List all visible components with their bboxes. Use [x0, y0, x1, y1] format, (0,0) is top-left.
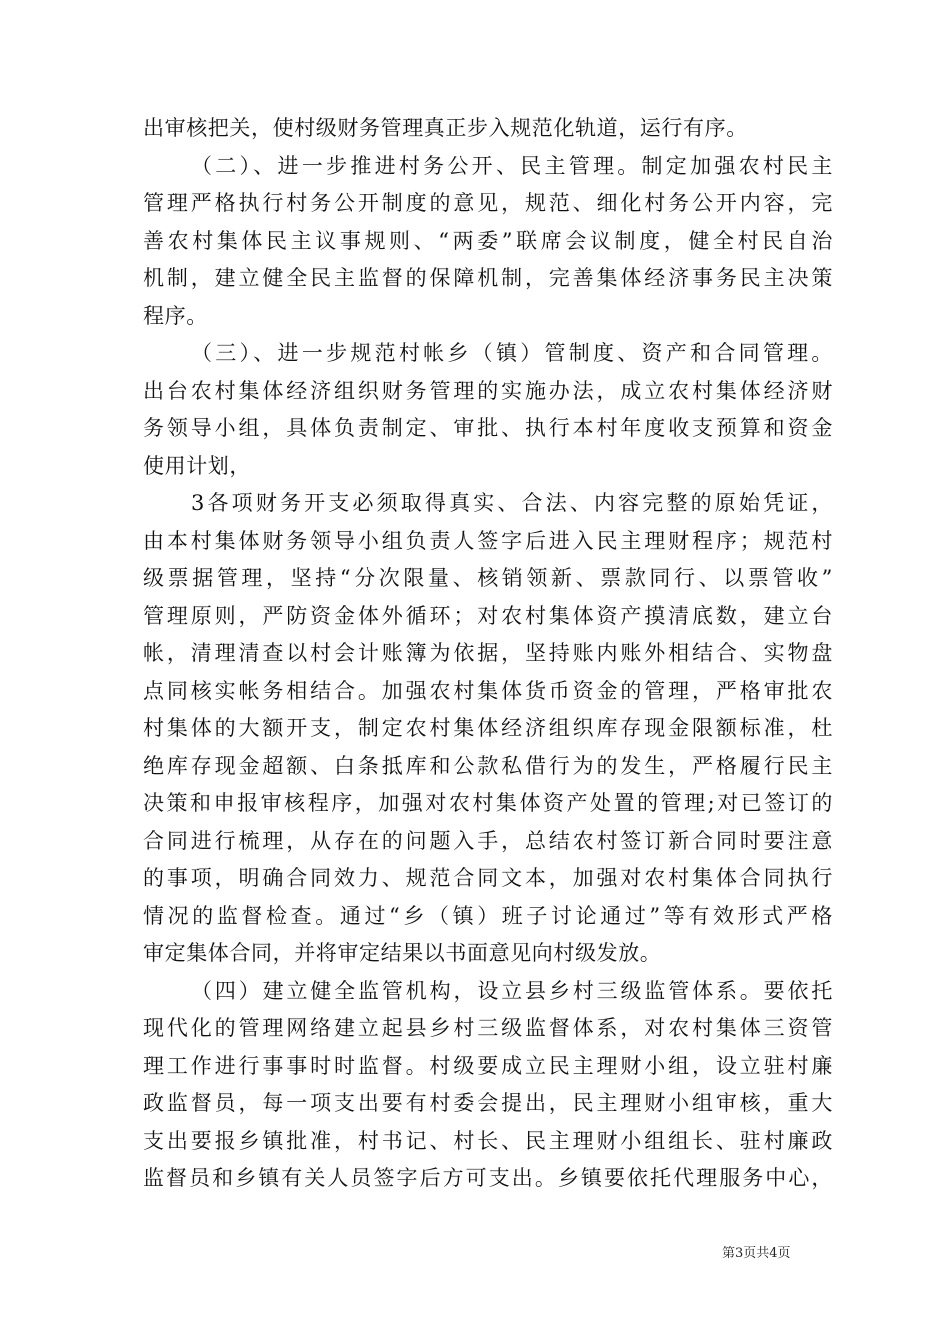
text-line: 支出要报乡镇批准，村书记、村长、民主理财小组组长、驻村廉政: [143, 1128, 833, 1153]
document-body: [143, 110, 833, 1198]
text-line: 绝库存现金超额、白条抵库和公款私借行为的发生，严格履行民主: [143, 753, 833, 778]
text-line: 合同进行梳理，从存在的问题入手，总结农村签订新合同时要注意: [143, 828, 833, 853]
text-line: 现代化的管理网络建立起县乡村三级监督体系，对农村集体三资管: [143, 1016, 833, 1040]
text-line: 点同核实帐务相结合。加强农村集体货币资金的管理，严格审批农: [143, 678, 833, 703]
text-line: 由本村集体财务领导小组负责人签字后进入民主理财程序；规范村: [143, 528, 833, 553]
text-line: 管理原则，严防资金体外循环；对农村集体资产摸清底数，建立台: [143, 603, 833, 628]
text-line: 善农村集体民主议事规则、“两委”联席会议制度，健全村民自治: [143, 228, 833, 253]
page-number: 第3页共4页: [722, 1246, 791, 1261]
text-line: 理工作进行事事时时监督。村级要成立民主理财小组，设立驻村廉: [143, 1053, 833, 1078]
text-line: 政监督员，每一项支出要有村委会提出，民主理财小组审核，重大: [143, 1091, 833, 1115]
text-line: 情况的监督检查。通过“乡（镇）班子讨论通过”等有效形式严格: [143, 903, 833, 928]
text-line: 出审核把关，使村级财务管理真正步入规范化轨道，运行有序。: [143, 116, 748, 140]
text-line: 的事项，明确合同效力、规范合同文本，加强对农村集体合同执行: [143, 866, 833, 890]
text-line: 程序。: [143, 303, 208, 328]
text-line: 管理严格执行村务公开制度的意见，规范、细化村务公开内容，完: [143, 191, 833, 215]
text-line: 使用计划，: [143, 453, 251, 478]
text-line: （三）、进一步规范村帐乡（镇）管制度、资产和合同管理。: [191, 341, 833, 365]
text-line: （二）、进一步推进村务公开、民主管理。制定加强农村民主: [191, 153, 833, 178]
text-line: 机制，建立健全民主监督的保障机制，完善集体经济事务民主决策: [143, 266, 833, 290]
text-line: 出台农村集体经济组织财务管理的实施办法，成立农村集体经济财: [143, 378, 833, 403]
text-line: 决策和申报审核程序，加强对农村集体资产处置的管理;对已签订的: [143, 791, 833, 815]
text-line: 务领导小组，具体负责制定、审批、执行本村年度收支预算和资金: [143, 416, 833, 440]
text-line: 审定集体合同，并将审定结果以书面意见向村级发放。: [143, 941, 662, 965]
text-line: 帐，清理清查以村会计账簿为依据，坚持账内账外相结合、实物盘: [143, 641, 833, 665]
text-line: 监督员和乡镇有关人员签字后方可支出。乡镇要依托代理服务中心，: [143, 1166, 833, 1190]
text-line: （四）建立健全监管机构，设立县乡村三级监管体系。要依托: [191, 978, 833, 1003]
text-line: 级票据管理，坚持“分次限量、核销领新、票款同行、以票管收”: [143, 566, 833, 590]
text-line: 3各项财务开支必须取得真实、合法、内容完整的原始凭证，: [191, 491, 833, 515]
text-line: 村集体的大额开支，制定农村集体经济组织库存现金限额标准，杜: [143, 716, 833, 740]
